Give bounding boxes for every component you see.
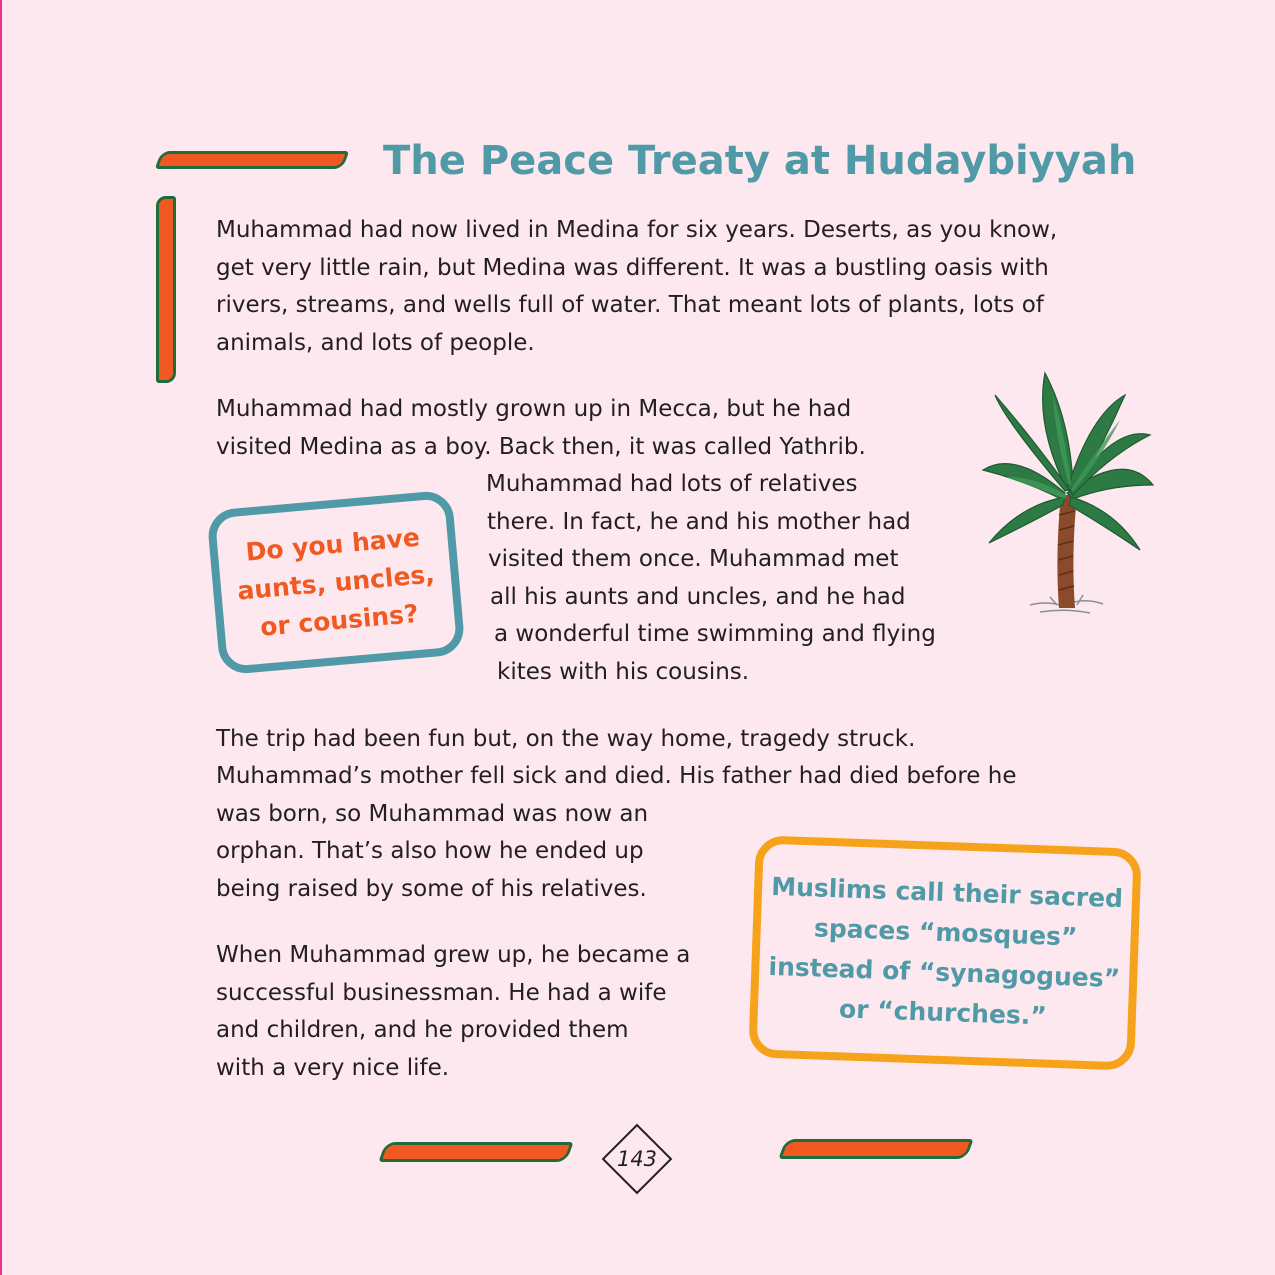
callout-question-line: aunts, uncles, [236, 558, 436, 606]
paragraph-2-line: a wonderful time swimming and flying [494, 621, 936, 647]
paragraph-1-line: rivers, streams, and wells full of water. That meant lots of plants, lots of [216, 292, 1044, 318]
callout-question-line: or cousins? [258, 598, 420, 642]
paragraph-2-line: there. In fact, he and his mother had [487, 509, 911, 535]
paragraph-4-line: and children, and he provided them [216, 1017, 629, 1043]
paragraph-3-line: orphan. That’s also how he ended up [216, 838, 644, 864]
paragraph-2-line: visited them once. Muhammad met [488, 546, 899, 572]
paragraph-2-line: visited Medina as a boy. Back then, it was called Yathrib. [216, 434, 866, 460]
paragraph-3-line: being raised by some of his relatives. [216, 876, 647, 902]
callout-question-line: Do you have [244, 522, 421, 567]
decorative-bar-top [155, 151, 350, 169]
paragraph-2-line: Muhammad had lots of relatives [486, 471, 858, 497]
paragraph-2-line: kites with his cousins. [497, 659, 750, 685]
decorative-bar-bottom-left [378, 1142, 573, 1162]
page-edge [0, 0, 2, 1275]
paragraph-2-line: all his aunts and uncles, and he had [490, 584, 906, 610]
paragraph-2-line: Muhammad had mostly grown up in Mecca, but he had [216, 396, 852, 422]
paragraph-3-line: was born, so Muhammad was now an [216, 801, 649, 827]
callout-mosques-line: instead of “synagogues” [768, 951, 1121, 994]
callout-mosques-line: spaces “mosques” [813, 913, 1078, 952]
callout-mosques-line: or “churches.” [838, 994, 1048, 1031]
callout-mosques-line: Muslims call their sacred [770, 871, 1124, 914]
paragraph-3-line: Muhammad’s mother fell sick and died. His father had died before he [216, 763, 1017, 789]
paragraph-4-line: When Muhammad grew up, he became a [216, 942, 691, 968]
paragraph-1-line: get very little rain, but Medina was different. It was a bustling oasis with [216, 255, 1049, 281]
paragraph-1-line: animals, and lots of people. [216, 330, 535, 356]
paragraph-3-line: The trip had been fun but, on the way home, tragedy struck. [216, 726, 916, 752]
palm-tree-icon [975, 365, 1160, 620]
page-number: 143 [616, 1147, 658, 1171]
paragraph-4-line: with a very nice life. [216, 1055, 450, 1081]
paragraph-1-line: Muhammad had now lived in Medina for six years. Deserts, as you know, [216, 217, 1058, 243]
decorative-bar-bottom-right [778, 1139, 973, 1159]
decorative-bar-left [156, 196, 176, 383]
page-title: The Peace Treaty at Hudaybiyyah [383, 138, 1137, 184]
paragraph-4-line: successful businessman. He had a wife [216, 980, 667, 1006]
callout-mosques [748, 835, 1142, 1070]
callout-question [206, 490, 465, 676]
